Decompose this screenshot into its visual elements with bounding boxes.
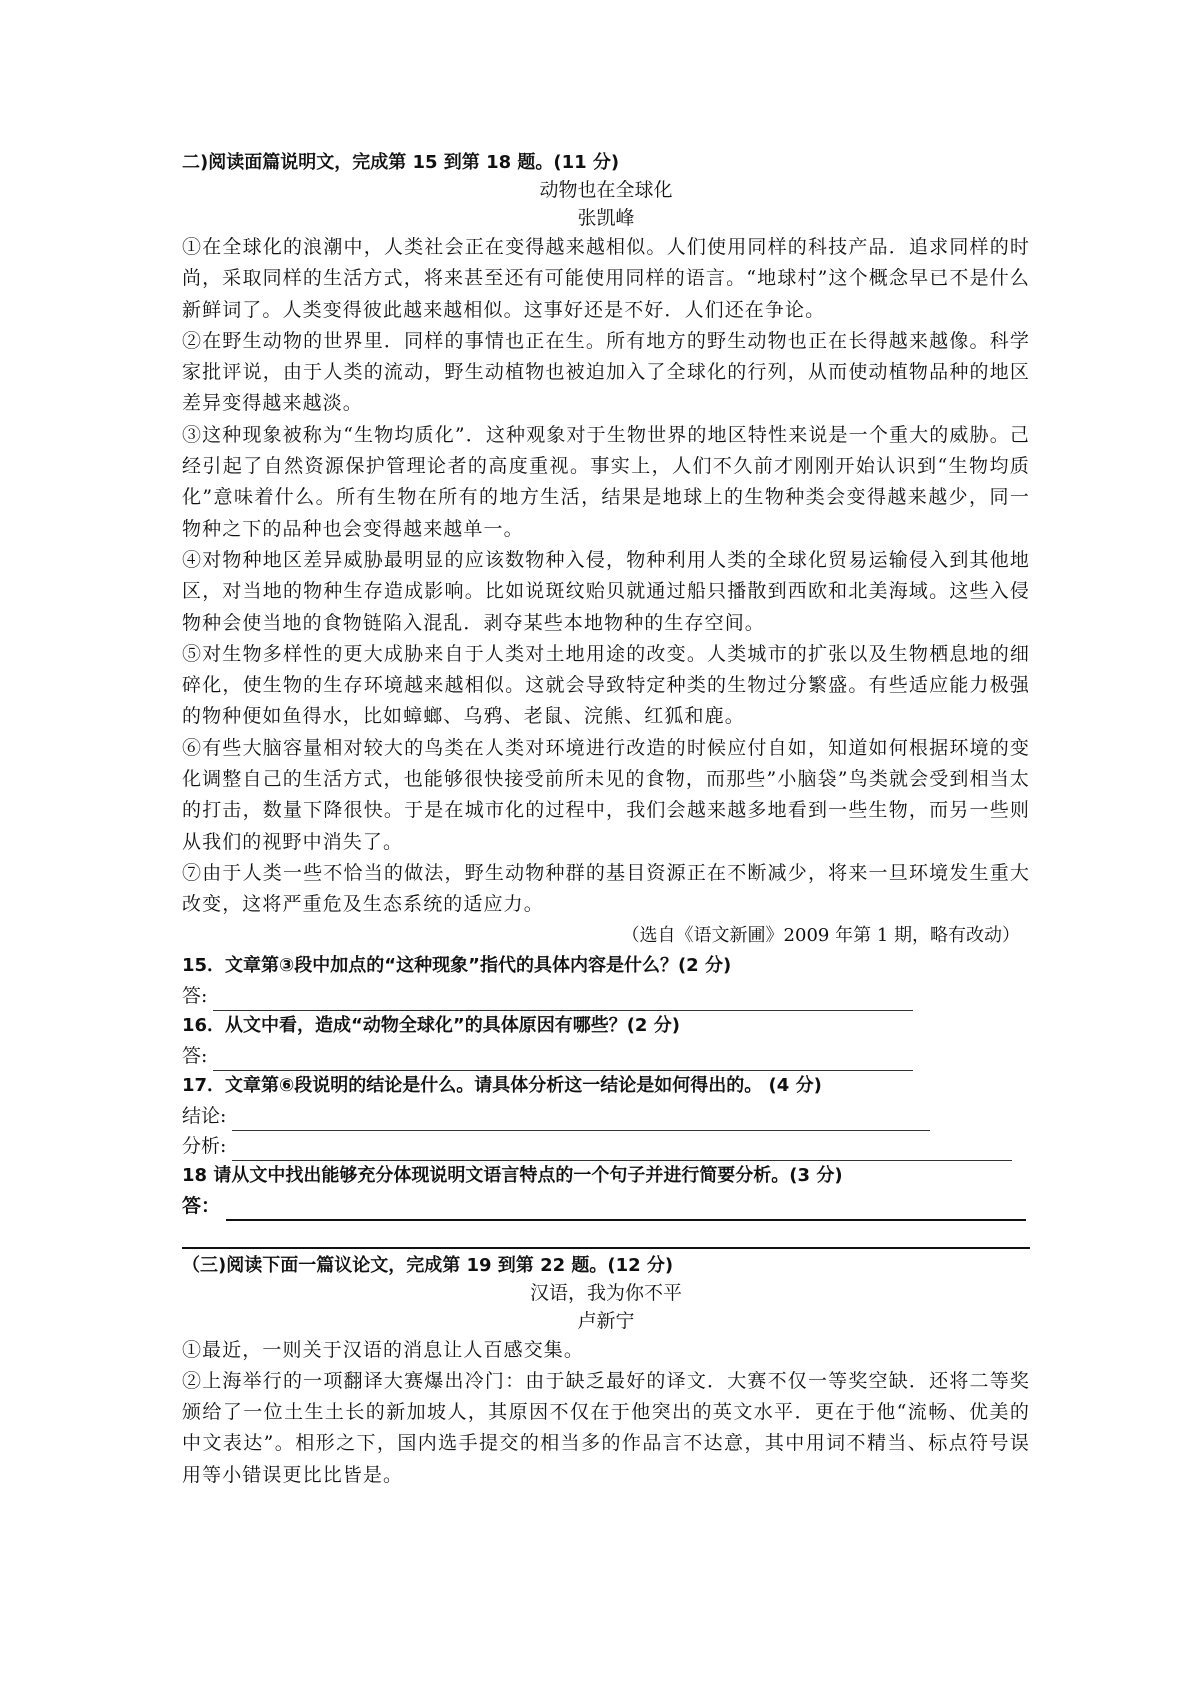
answer-15-label: 答: [182, 984, 208, 1007]
answer-17-conclusion-row [182, 1101, 1030, 1131]
article-2-title: 汉语，我为你不平 [529, 1281, 682, 1304]
article-2-paragraph-2: ②上海举行的一项翻译大赛爆出冷门：由于缺乏最好的译文．大赛不仅一等奖空缺．还将二等奖颁给了一位土生土长的新加坡人，其原因不仅在于他突出的英文水平．更在于他“流畅、优美的中文表达”。相形之下，国内选手提交的相当多的作品言不达意，其中用词不精当、标点符号误用等小错误更比比皆是。 [182, 1369, 1030, 1486]
article-1-author: 张凯峰 [577, 207, 635, 229]
answer-15-row [182, 981, 1030, 1011]
answer-16-label: 答: [182, 1044, 208, 1067]
article-1-title: 动物也在全球化 [539, 179, 673, 201]
question-16: 16．从文中看，造成“动物全球化”的具体原因有哪些？(2 分) [182, 1014, 680, 1036]
section-3-heading: （三)阅读下面一篇议论文，完成第 19 到第 22 题。(12 分) [182, 1254, 674, 1276]
article-1-paragraph-5: ⑤对生物多样性的更大成胁来自于人类对土地用途的改变。人类城市的扩张以及生物栖息地的细碎化，使生物的生存环境越来越相似。这就会导致特定种类的生物过分繁盛。有些适应能力极强的物种便如鱼得水，比如蟑螂、乌鸦、老鼠、浣熊、红狐和鹿。 [182, 642, 1030, 728]
answer-18-row [182, 1191, 1030, 1221]
question-17: 17．文章第⑥段说明的结论是什么。请具体分析这一结论是如何得出的。 (4 分) [182, 1074, 822, 1096]
article-1-paragraph-1: ①在全球化的浪潮中，人类社会正在变得越来越相似。人们使用同样的科技产品．追求同样的时尚，采取同样的生活方式，将来甚至还有可能使用同样的语言。“地球村”这个概念早已不是什么新鲜词了。人类变得彼此越来越相似。这事好还是不好．人们还在争论。 [182, 236, 1030, 321]
article-2-paragraph-1: ①最近，一则关于汉语的消息让人百感交集。 [182, 1338, 585, 1361]
answer-17-analysis-row [182, 1131, 1030, 1161]
answer-15-line[interactable] [213, 990, 913, 1011]
article-1-paragraph-6: ⑥有些大脑容量相对较大的鸟类在人类对环境进行改造的时候应付自如，知道如何根据环境的变化调整自己的生活方式，也能够很快接受前所未见的食物，而那些”小脑袋”鸟类就会受到相当太的打击，数量下降很快。于是在城市化的过程中，我们会越来越多地看到一些生物，而另一些则从我们的视野中消失了。 [182, 736, 1030, 853]
answer-17-conclusion-label: 结论: [182, 1104, 227, 1127]
article-1-paragraph-4: ④对物种地区差异威胁最明显的应该数物种入侵，物种利用人类的全球化贸易运输侵入到其他地区，对当地的物种生存造成影响。比如说斑纹贻贝就通过船只播散到西欧和北美海域。这些入侵物种会使当地的食物链陷入混乱．剥夺某些本地物种的生存空间。 [182, 548, 1030, 634]
article-2-author: 卢新宁 [577, 1309, 635, 1332]
answer-18-line[interactable] [226, 1199, 1026, 1221]
answer-17-analysis-label: 分析: [182, 1134, 227, 1157]
section-2-heading: 二)阅读面篇说明文，完成第 15 到第 18 题。(11 分) [182, 152, 620, 173]
article-1-paragraph-2: ②在野生动物的世界里．同样的事情也正在生。所有地方的野生动物也正在长得越来越像。科学家批评说，由于人类的流动，野生动植物也被迫加入了全球化的行列，从而使动植物品种的地区差异变得越来越淡。 [182, 329, 1030, 415]
answer-16-row [182, 1041, 1030, 1071]
answer-17-conclusion-line[interactable] [232, 1110, 930, 1131]
question-18: 18 请从文中找出能够充分体现说明文语言特点的一个句子并进行简要分析。(3 分) [182, 1164, 843, 1186]
answer-17-analysis-line[interactable] [232, 1140, 1012, 1161]
answer-16-line[interactable] [213, 1050, 913, 1071]
answer-18-label: 答： [182, 1194, 221, 1217]
article-1-source: （选自《语文新圃》2009 年第 1 期，略有改动） [621, 924, 1020, 946]
article-1-paragraph-7: ⑦由于人类一些不恰当的做法，野生动物种群的基目资源正在不断减少，将来一旦环境发生重大改变，这将严重危及生态系统的适应力。 [182, 861, 1030, 916]
answer-18-line-2[interactable] [182, 1221, 1030, 1249]
exam-page [182, 150, 1030, 1491]
question-15: 15．文章第③段中加点的“这种现象”指代的具体内容是什么？(2 分) [182, 954, 732, 976]
article-1-paragraph-3: ③这种现象被称为“生物均质化”．这种观象对于生物世界的地区特性来说是一个重大的威胁。己经引起了自然资源保护管理论者的高度重视。事实上，人们不久前才刚刚开始认识到“生物均质化”意味着什么。所有生物在所有的地方生活，结果是地球上的生物种类会变得越来越少，同一物种之下的品种也会变得越来越单一。 [182, 423, 1030, 540]
